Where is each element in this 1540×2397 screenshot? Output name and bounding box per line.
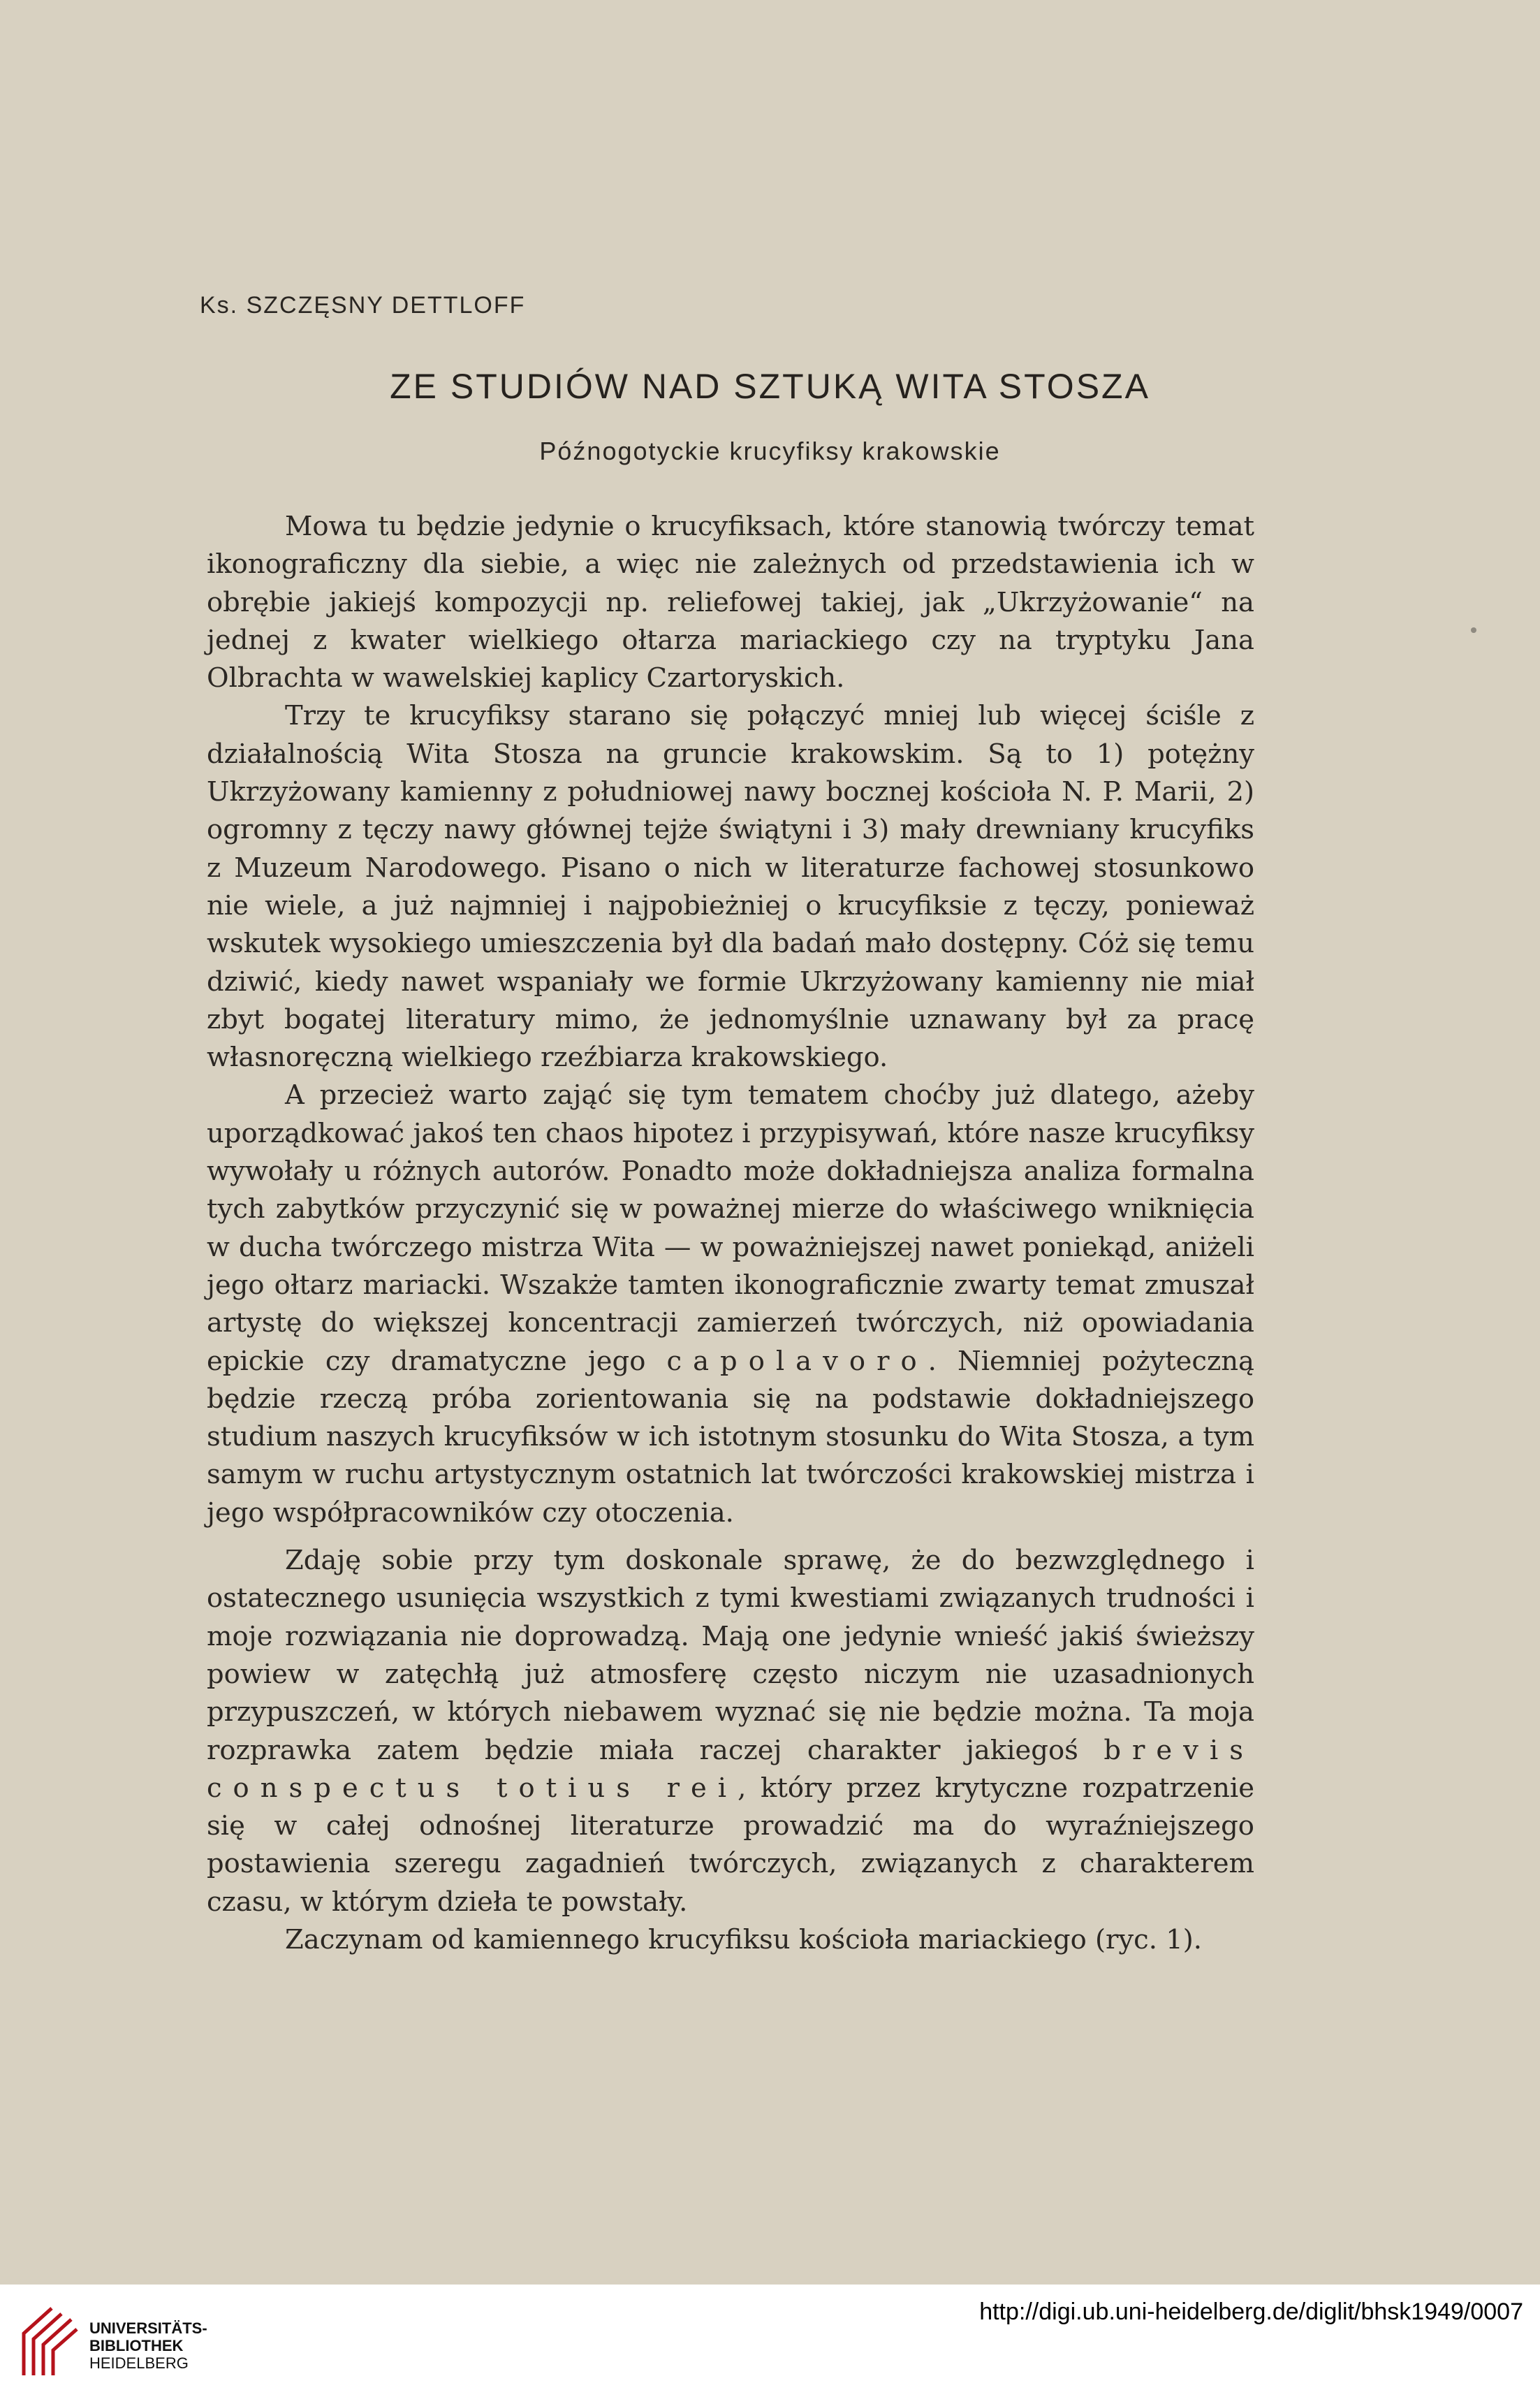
paragraph-text: A przecież warto zająć się tym tematem choćby już dlatego, ażeby uporządkować jakoś ten chaos hipotez i przypisywań, które nasze krucyfiksy wywołały u różnych autorów. Ponadto może dokładniejsza analiza formalna tych zabytków przyczynić się w poważnej mierze do właściwego wniknięcia w ducha twórczego mistrza Wita — w poważniejszej nawet poniekąd, aniżeli jego ołtarz mariacki. Wszakże tamten ikonograficznie zwarty temat zmuszał artystę do większej koncentracji zamierzeń twórczych, niż opowiadania epickie czy dramatyczne jego <box>207 1079 1254 1377</box>
library-name-line: BIBLIOTHEK <box>89 2337 184 2354</box>
spaced-term: brevis conspectus totius rei <box>207 1734 1254 1804</box>
paragraph-text: Zdaję sobie przy tym doskonale sprawę, że do bezwzględnego i ostatecznego usunięcia wszystkich z tymi kwestiami związanych trudności i moje rozwiązania nie doprowadzą. Mają one jedynie wnieść jakiś świeższy powiew w zatęchłą już atmosferę często niczym nie uzasadnionych przypuszczeń, w których niebawem wyznać się nie będzie można. Ta moja rozprawka zatem będzie miała raczej charakter jakiegoś <box>207 1545 1254 1766</box>
author-name: Ks. SZCZĘSNY DETTLOFF <box>200 292 526 319</box>
library-footer <box>0 2285 1540 2397</box>
library-name-line: HEIDELBERG <box>89 2354 189 2372</box>
paragraph-text: , który przez krytyczne rozpatrzenie się w całej odnośnej literaturze prowadzić ma do wyraźniejszego postawienia szeregu zagadnień twórczych, związanych z charakterem czasu, w którym dzieła te powstały. <box>207 1772 1254 1918</box>
article-title: ZE STUDIÓW NAD SZTUKĄ WITA STOSZA <box>390 367 1150 406</box>
article-body <box>207 508 1254 1959</box>
library-logo-icon <box>17 2303 80 2381</box>
speck <box>1471 627 1476 633</box>
paragraph: Trzy te krucyfiksy starano się połączyć mniej lub więcej ściśle z działalnością Wita Stosza na gruncie krakowskim. Są to 1) potężny Ukrzyżowany kamienny z południowej nawy bocznej kościoła N. P. Marii, 2) ogromny z tęczy nawy głównej tejże świątyni i 3) mały drewniany krucyfiks z Muzeum Narodowego. Pisano o nich w literaturze fachowej stosunkowo nie wiele, a już najmniej i najpobieżniej o krucyfiksie z tęczy, ponieważ wskutek wysokiego umieszczenia był dla badań mało dostępny. Cóż się temu dziwić, kiedy nawet wspaniały we formie Ukrzyżowany kamienny nie miał zbyt bogatej literatury mimo, że jednomyślnie uznawany był za pracę własnoręczną wielkiego rzeźbiarza krakowskiego. <box>207 700 1254 1074</box>
library-name-line: UNIVERSITÄTS- <box>89 2319 207 2337</box>
library-name <box>89 2319 207 2372</box>
paragraph <box>207 1077 1254 1532</box>
paragraph: Zaczynam od kamiennego krucyfiksu kościoła mariackiego (ryc. 1). <box>285 1923 1202 1955</box>
article-subtitle: Późnogotyckie krucyfiksy krakowskie <box>539 437 1001 465</box>
paragraph-text: . Niemniej pożyteczną będzie rzeczą próba zorientowania się na podstawie dokładniejszego studium naszych krucyfiksów w ich istotnym stosunku do Wita Stosza, a tym samym w ruchu artystycznym ostatnich lat twórczości krakowskiej mistrza i jego współpracowników czy otoczenia. <box>207 1345 1254 1529</box>
spaced-term: capolavoro <box>666 1345 928 1377</box>
paragraph <box>207 1542 1254 1921</box>
source-url[interactable]: http://digi.ub.uni-heidelberg.de/diglit/bhsk1949/0007 <box>979 2298 1523 2325</box>
paragraph: Mowa tu będzie jedynie o krucyfiksach, które stanowią twórczy temat ikonograficzny dla siebie, a więc nie zależnych od przedstawienia ich w obrębie jakiejś kompozycji np. reliefowej takiej, jak „Ukrzyżowanie“ na jednej z kwater wielkiego ołtarza mariackiego czy na tryptyku Jana Olbrachta w wawelskiej kaplicy Czartoryskich. <box>207 511 1254 694</box>
